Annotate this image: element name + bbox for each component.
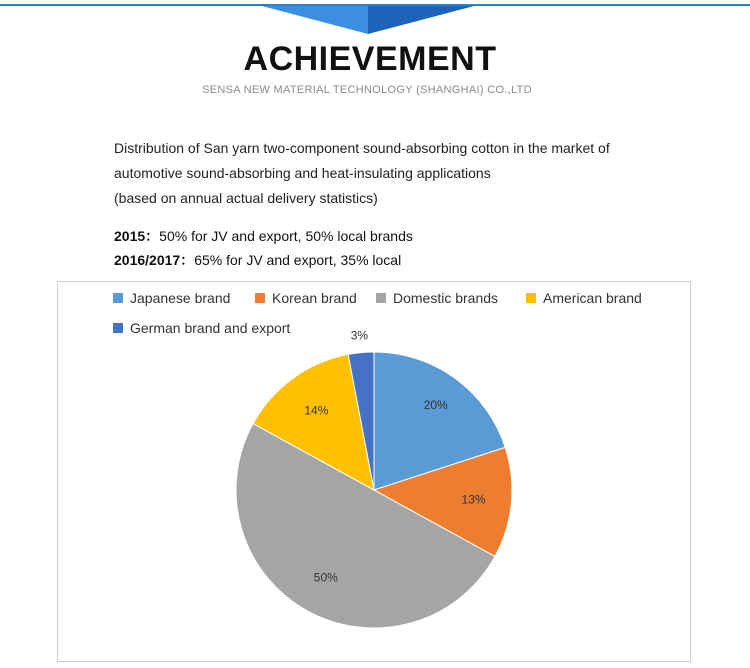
- stat-year: 2016/2017：: [114, 252, 195, 268]
- stat-year: 2015：: [114, 228, 160, 244]
- chart-description: [114, 136, 714, 211]
- stat-text: 65% for JV and export, 35% local: [194, 252, 402, 268]
- legend-label: Japanese brand: [130, 290, 231, 306]
- pie-data-label: 20%: [423, 398, 448, 413]
- legend-label: German brand and export: [130, 320, 291, 336]
- description-line-3: (based on annual actual delivery statistics): [114, 190, 378, 206]
- legend-label: Korean brand: [272, 290, 357, 306]
- pie-data-label: 50%: [313, 570, 338, 585]
- pie-data-label: 3%: [350, 328, 369, 343]
- description-line-2: automotive sound-absorbing and heat-insulating applications: [114, 165, 491, 181]
- stat-2015: [114, 226, 413, 246]
- legend-label: Domestic brands: [393, 290, 499, 306]
- stat-text: 50% for JV and export, 50% local brands: [159, 228, 413, 244]
- pie-data-label: 14%: [304, 403, 329, 418]
- top-ribbon-decoration: [262, 6, 474, 34]
- pie-data-label: 13%: [461, 492, 486, 507]
- stat-2016-2017: [114, 250, 401, 270]
- company-name: SENSA NEW MATERIAL TECHNOLOGY (SHANGHAI) CO.,LTD: [202, 84, 532, 96]
- page-title: ACHIEVEMENT: [243, 40, 497, 78]
- pie-chart-frame: [57, 281, 691, 662]
- description-line-1: Distribution of San yarn two-component sound-absorbing cotton in the market of: [114, 140, 610, 156]
- pie-chart: [58, 282, 690, 661]
- legend-label: American brand: [543, 290, 642, 306]
